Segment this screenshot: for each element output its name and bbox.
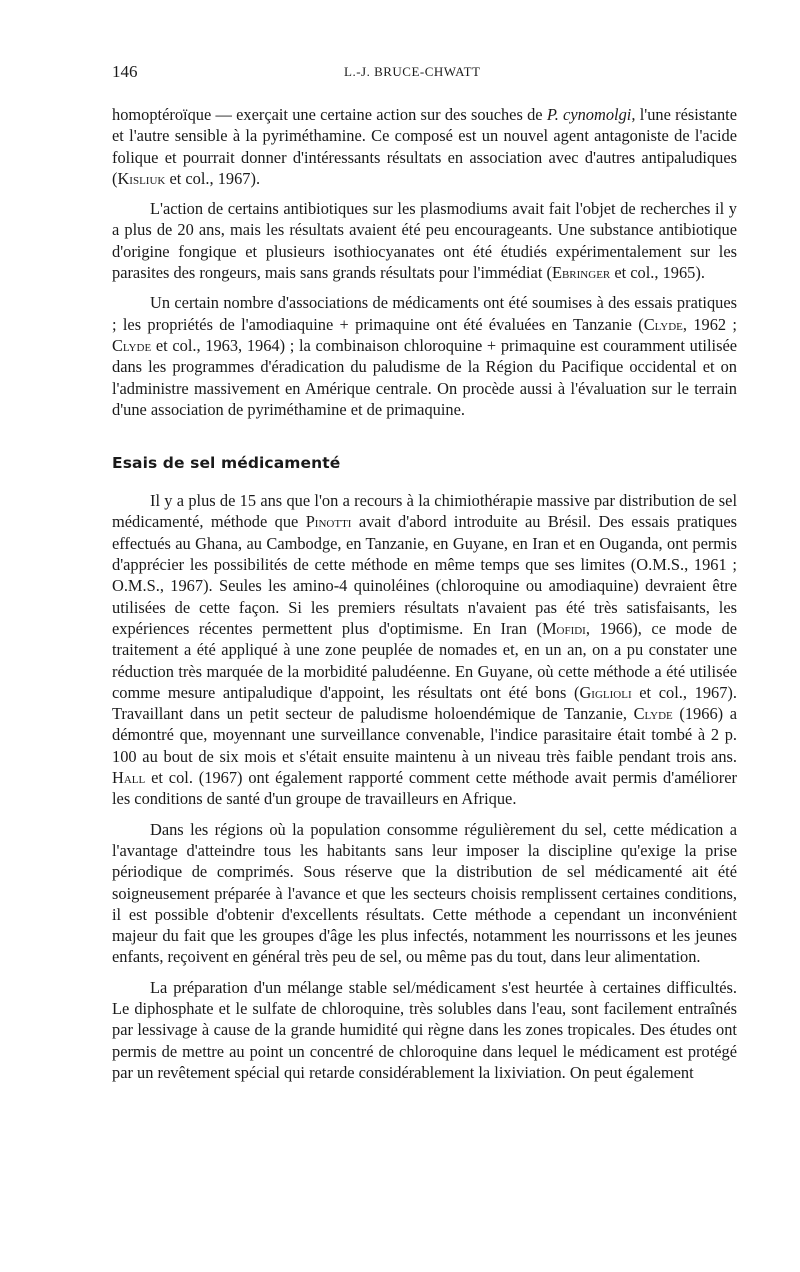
running-head-author: L.-J. BRUCE-CHWATT xyxy=(344,64,481,79)
page-content xyxy=(112,62,737,1092)
paragraph-1: homoptéroïque — exerçait une certaine action sur des souches de P. cynomolgi, l'une résistante et l'autre sensible à la pyriméthamine. Ce composé est un nouvel agent antagoniste de l'acide folique et pourrait donner d'intéressants résultats en association avec d'autres antipaludiques (Kisliuk et col., 1967). xyxy=(112,105,738,188)
author-citation: Clyde xyxy=(112,335,152,355)
paragraph-2: L'action de certains antibiotiques sur les plasmodiums avait fait l'objet de recherches il y a plus de 20 ans, mais les résultats avaient été peu encourageants. Une substance antibiotique d'origine fongique et plusieurs isothiocyanates ont été étudiés expérimentalement sur les parasites des rongeurs, mais sans grands résultats pour l'immédiat (Ebringer et col., 1965). xyxy=(112,199,737,283)
author-citation: Mofidi xyxy=(541,618,586,638)
running-header xyxy=(112,62,737,88)
paragraph-3: Un certain nombre d'associations de médicaments ont été soumises à des essais pratiques ; les propriétés de l'amodiaquine + primaquine ont été évaluées en Tanzanie (Clyde, 1962 ; Clyde et col., 1963, 1964) ; la combinaison chloroquine + primaquine est couramment utilisée dans les programmes d'éradication du paludisme de la Région du Pacifique occidental et on l'administre massivement en Amérique centrale. On procède aussi à l'évaluation sur le terrain d'une association de pyriméthamine et de primaquine. xyxy=(112,293,737,419)
author-citation: Giglioli xyxy=(579,682,632,702)
paragraph-6: La préparation d'un mélange stable sel/médicament s'est heurtée à certaines difficultés. Le diphosphate et le sulfate de chloroquine, très solubles dans l'eau, sont facilement entraînés par lessivage à cause de la grande humidité qui règne dans les zones tropicales. Des études ont permis de mettre au point un concentré de chloroquine dans lequel le médicament est protégé par un revêtement spécial qui retarde considérablement la lixiviation. On peut également xyxy=(112,977,737,1082)
author-citation: Pinotti xyxy=(305,512,352,532)
author-citation: Hall xyxy=(112,768,146,788)
author-citation: Clyde xyxy=(633,704,673,724)
paragraph-5: Dans les régions où la population consomme régulièrement du sel, cette médication a l'avantage d'atteindre tous les habitants sans leur imposer la discipline qu'exige la prise périodique de comprimés. Sous réserve que la distribution de sel médicamenté ait été soigneusement préparée à l'avance et que les secteurs choisis remplissent certaines conditions, il est possible d'obtenir d'excellents résultats. Cette méthode a cependant un inconvénient majeur du fait que les groupes d'âge les plus infectés, notamment les nourrissons et les jeunes enfants, reçoivent en général très peu de sel, ou même pas du tout, dans leur alimentation. xyxy=(112,819,737,967)
page-number: 146 xyxy=(112,62,138,81)
paragraph-4: Il y a plus de 15 ans que l'on a recours à la chimiothérapie massive par distribution de sel médicamenté, méthode que Pinotti avait d'abord introduite au Brésil. Des essais pratiques effectués au Ghana, au Cambodge, en Tanzanie, en Guyane, en Iran et en Ouganda, ont permis d'apprécier les possibilités de cette méthode en même temps que ses limites (O.M.S., 1961 ; O.M.S., 1967). Seules les amino-4 quinoléines (chloroquine ou amodiaquine) devraient être utilisées de cette façon. Si les premiers résultats n'avaient pas été très satisfaisants, les expériences récentes permettent plus d'optimisme. En Iran (Mofidi, 1966), ce mode de traitement a été appliqué à une zone peuplée de nomades et, en un an, on a pu constater une réduction très marquée de la morbidité paludéenne. En Guyane, où cette méthode a été utilisée comme mesure antipaludique d'appoint, les résultats ont été bons (Giglioli et col., 1967). Travaillant dans un petit secteur de paludisme holoendémique de Tanzanie, Clyde (1966) a démontré que, moyennant une surveillance convenable, l'indice parasitaire était tombé à 2 p. 100 au bout de six mois et s'était ensuite maintenu à un niveau très faible pendant trois ans. Hall et col. (1967) ont également rapporté comment cette méthode avait permis d'améliorer les conditions de santé d'un groupe de travailleurs en Afrique. xyxy=(112,491,737,809)
author-citation: Kisliuk xyxy=(117,168,166,188)
species-name: P. cynomolgi, xyxy=(546,105,636,124)
section-heading: Esais de sel médicamenté xyxy=(112,454,341,473)
author-citation: Ebringer xyxy=(551,263,611,283)
author-citation: Clyde xyxy=(643,314,683,334)
